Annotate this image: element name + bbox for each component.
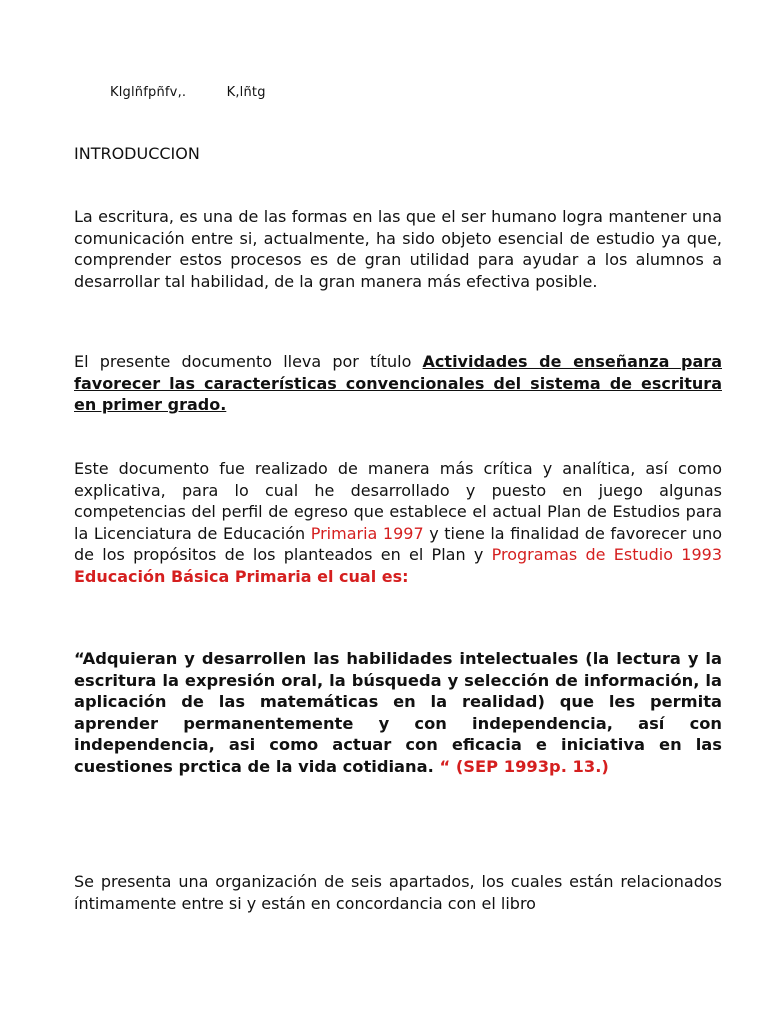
header-right-text: K,lñtg [226,85,266,100]
paragraph-5: Se presenta una organización de seis apartados, los cuales están relacionados íntimamente entre si y están en concordancia con el libro [74,872,722,913]
paragraph-1: La escritura, es una de las formas en las que el ser humano logra mantener una comunicación entre si, actualmente, ha sido objeto esencial de estudio ya que, comprender estos procesos es de gran utilidad para ayudar a los alumnos a desarrollar tal habilidad, de la gran manera más efectiva posible. [74,207,722,291]
header-left-text: Klglñfpñfv,. [110,85,187,100]
paragraph-2 [74,351,722,416]
quote-text: “Adquieran y desarrollen las habilidades intelectuales (la lectura y la escritura la expresión oral, la búsqueda y selección de información, la aplicación de las matemáticas en la realidad) que les permita aprender permanentemente y con independencia, así con independencia, asi como actuar con eficacia e iniciativa en las cuestiones prctica de la vida cotidiana. [74,649,722,776]
paragraph-2-intro: El presente documento lleva por título [74,352,423,371]
document-title-text: Actividades de enseñanza para favorecer las características convencionales del sistema de escritura en primer grado. [74,352,722,414]
paragraph-3-part1: Este documento fue realizado de manera más crítica y analítica, así como explicativa, para lo cual he desarrollado y puesto en juego algunas competencias del perfil de egreso que establece el actual Plan de Estudios para la Licenciatura de Educación [74,459,722,543]
quote-citation: “ (SEP 1993p. 13.) [433,756,609,776]
paragraph-3-part2: y tiene la finalidad de favorecer uno de los propósitos de los planteados en el Plan y [74,523,722,564]
highlight-primaria-1997: Primaria 1997 [310,523,424,543]
quote-paragraph [74,648,722,777]
page-header [110,85,266,100]
highlight-programas-1993: Programas de Estudio 1993 [491,545,723,564]
section-title: INTRODUCCION [74,144,200,163]
highlight-educacion-basica: Educación Básica Primaria el cual es: [74,566,409,586]
paragraph-3 [74,458,722,587]
